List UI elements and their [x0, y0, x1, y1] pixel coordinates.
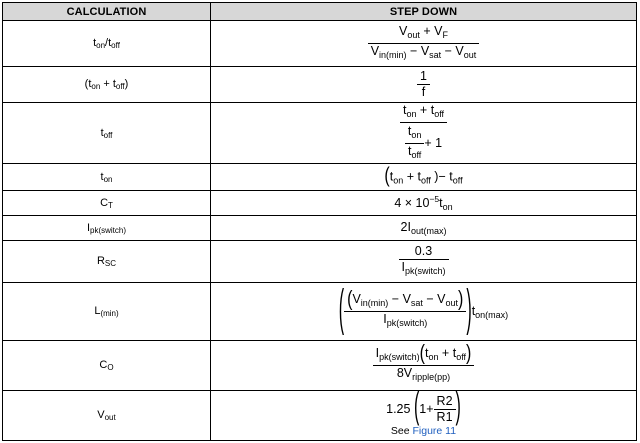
row-label-period: $(t_{on} + t_{off})$	[3, 67, 211, 103]
table-row	[3, 241, 637, 283]
formula-ton: ($t_{on} + t_{off}$ )− $t_{off}$	[211, 164, 637, 191]
formula-vout: 1.25 (1+ $\frac{R2}{R1}$ ) See Figure 11	[211, 391, 637, 441]
formula-ct: $4 \times 10^{-5}t_{on}$	[211, 191, 637, 216]
table-row	[3, 103, 637, 164]
formula-lmin: ( $\frac{(V_{in(min)} - V_{sat} - V_{out})}{I_{pk(switch)}}$ )$t_{on(max)}$	[211, 283, 637, 341]
table-row	[3, 67, 637, 103]
table-row	[3, 391, 637, 441]
header-step-down: STEP DOWN	[211, 3, 637, 21]
header-row	[3, 3, 637, 21]
row-label-rsc: $R_{SC}$	[3, 241, 211, 283]
calculation-table	[2, 2, 637, 441]
formula-rsc: $\frac{0.3}{I_{pk(switch)}}$	[211, 241, 637, 283]
row-label-ton-toff: $t_{on}/t_{off}$	[3, 21, 211, 67]
row-label-ton: $t_{on}$	[3, 164, 211, 191]
table-row	[3, 191, 637, 216]
row-label-lmin: $L_{(min)}$	[3, 283, 211, 341]
formula-toff: $t_{on} + t_{off}$ $\frac{t_{on}}{t_{off}}$ + 1	[211, 103, 637, 164]
row-label-toff: $t_{off}$	[3, 103, 211, 164]
table-row	[3, 164, 637, 191]
table-row	[3, 341, 637, 391]
table-row	[3, 21, 637, 67]
row-label-co: $C_O$	[3, 341, 211, 391]
formula-period: $\frac{1}{f}$	[211, 67, 637, 103]
figure-11-link[interactable]: Figure 11	[412, 424, 457, 437]
table-row	[3, 283, 637, 341]
row-label-ipk: $I_{pk(switch)}$	[3, 216, 211, 241]
formula-ton-toff: $\frac{V_{out} + V_F}{V_{in(min)} - V_{sat} - V_{out}}$	[211, 21, 637, 67]
formula-co: $\frac{I_{pk(switch)}(t_{on} + t_{off})}{8V_{ripple(pp)}}$	[211, 341, 637, 391]
row-label-vout: $V_{out}$	[3, 391, 211, 441]
formula-ipk: $2I_{out(max)}$	[211, 216, 637, 241]
row-label-ct: $C_T$	[3, 191, 211, 216]
header-calculation: CALCULATION	[3, 3, 211, 21]
table-row	[3, 216, 637, 241]
